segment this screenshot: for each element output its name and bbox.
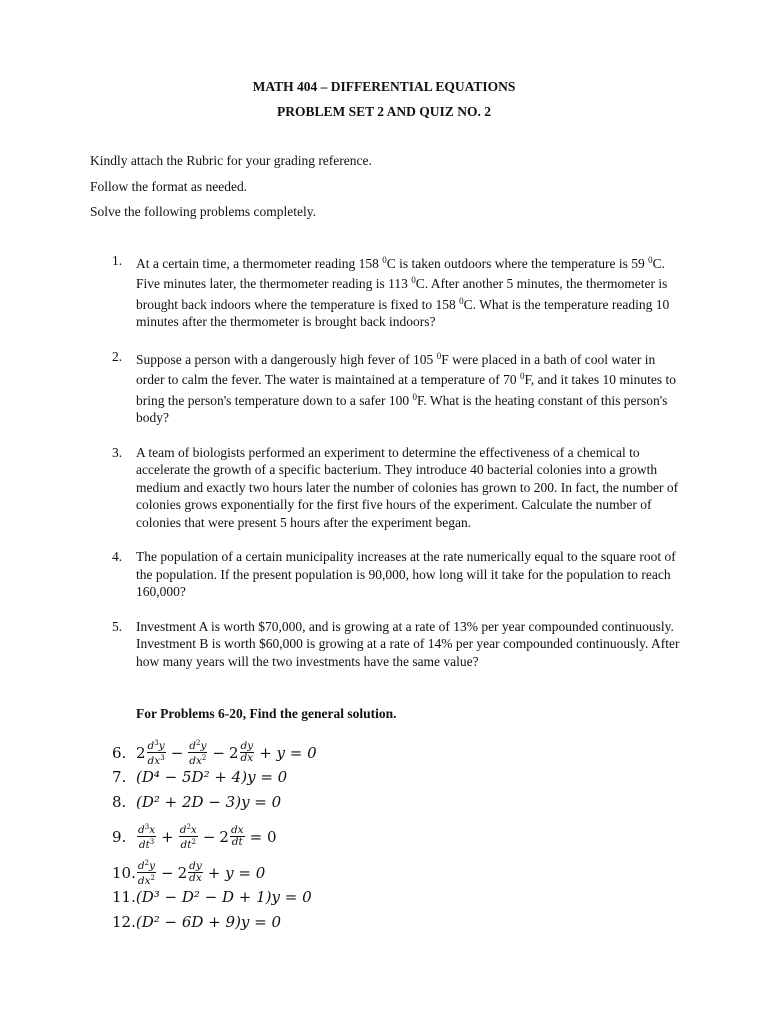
equation-7: 7. (D⁴ − 5D² + 4)y = 0 [112, 768, 288, 786]
fraction: $\frac{d^2y}{dx^2}$ [137, 859, 155, 887]
equation-number: 12. [112, 913, 136, 931]
equation-number: 6. [112, 743, 127, 762]
problem-text: The population of a certain municipality increases at the rate numerically equal to the square root of the population. If the present population is 90,000, how long will it take for the population to reach 160,000? [136, 549, 676, 600]
intro-format-line: Follow the format as needed. [90, 179, 248, 194]
intro-solve-line: Solve the following problems completely. [90, 204, 316, 219]
problem-text: A team of biologists performed an experiment to determine the effectiveness of a chemical to accelerate the growth of a specific bacterium. They introduce 40 bacterial colonies into a growth medium and exactly two hours later the number of colonies has grown to 200. In fact, the number of colonies grows exponentially for the first five hours of the experiment. Calculate the number of colonies that were present 5 hours after the experiment began. [136, 445, 679, 530]
intro-rubric-line: Kindly attach the Rubric for your grading reference. [90, 153, 372, 168]
problem-item [112, 348, 692, 427]
equation-number: 8. [112, 793, 127, 811]
problem-number: 3. [112, 445, 123, 461]
equation-number: 7. [112, 768, 127, 786]
problem-number: 4. [112, 549, 123, 565]
problem-list [112, 252, 692, 670]
equation-number: 10. [112, 863, 136, 882]
equation-number: 11. [112, 888, 136, 906]
equation-8: 8. (D² + 2D − 3)y = 0 [112, 793, 282, 811]
problem-text: Investment A is worth $70,000, and is growing at a rate of 13% per year compounded continuously. Investment B is worth $60,000 is growing at a rate of 14% per year compounded continuously. After how many years will the two investments have the same value? [136, 619, 680, 669]
equation-12: 12. (D² − 6D + 9)y = 0 [112, 913, 282, 931]
fraction: $\frac{d^3x}{dt^3}$ [138, 823, 156, 851]
problem-text: Suppose a person with a dangerously high fever of 105 $^0$F were placed in a bath of cool water in order to calm the fever. The water is maintained at a temperature of 70 $^0$F, and it takes 10 minutes to bring the person's temperature down to a safer 100 $^0$F. What is the heating constant of this person's body? [136, 351, 677, 426]
fraction: $\frac{d^2x}{dt^2}$ [179, 823, 197, 851]
problem-text: At a certain time, a thermometer reading 158 $^0$C is taken outdoors where the temperature is 59 $^0$C. Five minutes later, the thermometer reading is 113 $^0$C. After another 5 minutes, the thermometer is brought back indoors where the temperature is fixed to 158 $^0$C. What is the temperature reading 10 minutes after the thermometer is brought back indoors? [136, 255, 670, 330]
problem-number: 5. [112, 619, 123, 635]
problem-number: 1. [112, 253, 123, 268]
fraction: $\frac{dy}{dx}$ [189, 860, 202, 884]
equation-10: 10. $\frac{d^2y}{dx^2}$ − 2 $\frac{dy}{dx}$ + y = 0 [112, 859, 266, 887]
problem-number: 2. [112, 349, 123, 365]
fraction: $\frac{d^2y}{dx^2}$ [189, 739, 207, 767]
equation-11: 11. (D³ − D² − D + 1)y = 0 [112, 888, 312, 906]
problem-set-title: PROBLEM SET 2 AND QUIZ NO. 2 [277, 104, 491, 119]
equation-6: 6. 2 $\frac{d^3y}{dx^3}$ − $\frac{d^2y}{dx^2}$ − 2 $\frac{dy}{dx}$ + y = 0 [112, 739, 317, 767]
section-heading: For Problems 6-20, Find the general solution. [136, 706, 397, 721]
equation-9: 9. $\frac{d^3x}{dt^3}$ + $\frac{d^2x}{dt^2}$ − 2 $\frac{dx}{dt}$ = 0 [112, 823, 277, 851]
fraction: $\frac{dy}{dx}$ [240, 740, 254, 764]
fraction: $\frac{dx}{dt}$ [230, 824, 244, 848]
course-title: MATH 404 – DIFFERENTIAL EQUATIONS [252, 79, 516, 94]
problem-item [112, 548, 692, 600]
equation-number: 9. [112, 827, 127, 846]
problem-item [112, 618, 692, 670]
fraction: $\frac{d^3y}{dx^3}$ [147, 739, 165, 767]
problem-item [112, 252, 692, 331]
problem-item [112, 444, 692, 531]
